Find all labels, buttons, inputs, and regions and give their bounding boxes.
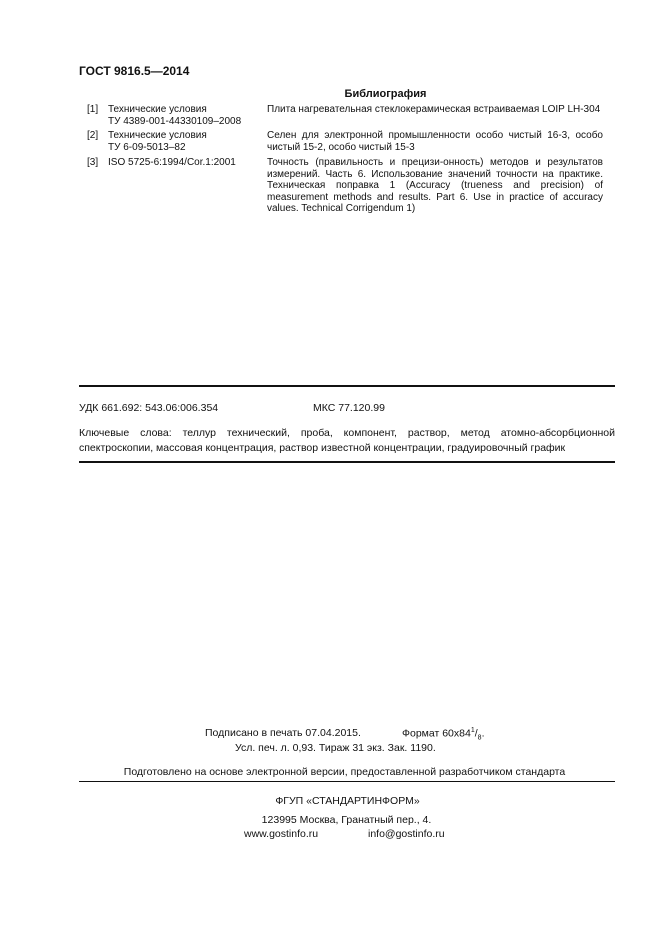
standard-code-header: ГОСТ 9816.5—2014 [79,64,190,78]
publisher-name: ФГУП «СТАНДАРТИНФОРМ» [275,795,420,807]
entry-description: Точность (правильность и прецизи-онность) методов и результатов измерений. Часть 6. Использование значений точности на практике. Техническая поправка 1 (Accuracy (trueness and precision) of measurement methods and results. Part 6. Use in practice of accuracy values. Technical Corrigendum 1) [267,157,603,214]
signed-date: Подписано в печать 07.04.2015. [205,727,361,739]
imprint-divider [79,781,615,782]
publisher-address: 123995 Москва, Гранатный пер., 4. [261,814,432,826]
format-prefix: Формат 60x84 [402,727,471,740]
prepared-note [0,766,661,778]
entry-source [108,130,263,153]
keywords: Ключевые слова: теллур технический, проба, компонент, раствор, метод атомно-абсорбционной спектроскопии, массовая концентрация, раствор известной концентрации, градуировочный график [79,427,615,454]
entry-description: Плита нагревательная стеклокерамическая встраиваемая LOIP LH-304 [267,104,601,115]
bottom-divider [79,461,615,463]
entry-source [108,157,263,169]
entry-number: [3] [87,157,99,168]
email-link[interactable]: info@gostinfo.ru [368,828,445,840]
mks-code: МКС 77.120.99 [313,402,385,414]
paper-format: Формат $60x84^1/_8$. [402,727,485,742]
website-link[interactable]: www.gostinfo.ru [244,828,319,840]
bibliography-title: Библиография [344,88,427,100]
prepared-note-text: Подготовлено на основе электронной версии, предоставленной разработчиком стандарта [123,766,566,778]
format-sup: 1 [470,727,475,734]
udk-code: УДК 661.692: 543.06:006.354 [79,402,219,414]
top-divider [79,385,615,387]
entry-source-line2: ТУ 6-09-5013–82 [108,141,186,153]
publisher-line [0,795,661,807]
entry-source-line1: Технические условия [108,104,207,115]
entry-source [108,104,263,127]
address-line [0,814,661,826]
entry-number: [1] [87,104,99,115]
entry-source-line1: ISO 5725-6:1994/Cor.1:2001 [108,157,236,168]
entry-source-line2: ТУ 4389-001-44330109–2008 [108,115,242,127]
format-suffix: . [481,727,485,740]
format-sub: 8 [477,734,482,742]
print-details: Усл. печ. л. 0,93. Тираж 31 экз. Зак. 1190. [235,742,436,754]
entry-description: Селен для электронной промышленности особо чистый 16-3, особо чистый 15-2, особо чистый 15-3 [267,130,603,153]
entry-number: [2] [87,130,99,141]
entry-source-line1: Технические условия [108,130,207,141]
